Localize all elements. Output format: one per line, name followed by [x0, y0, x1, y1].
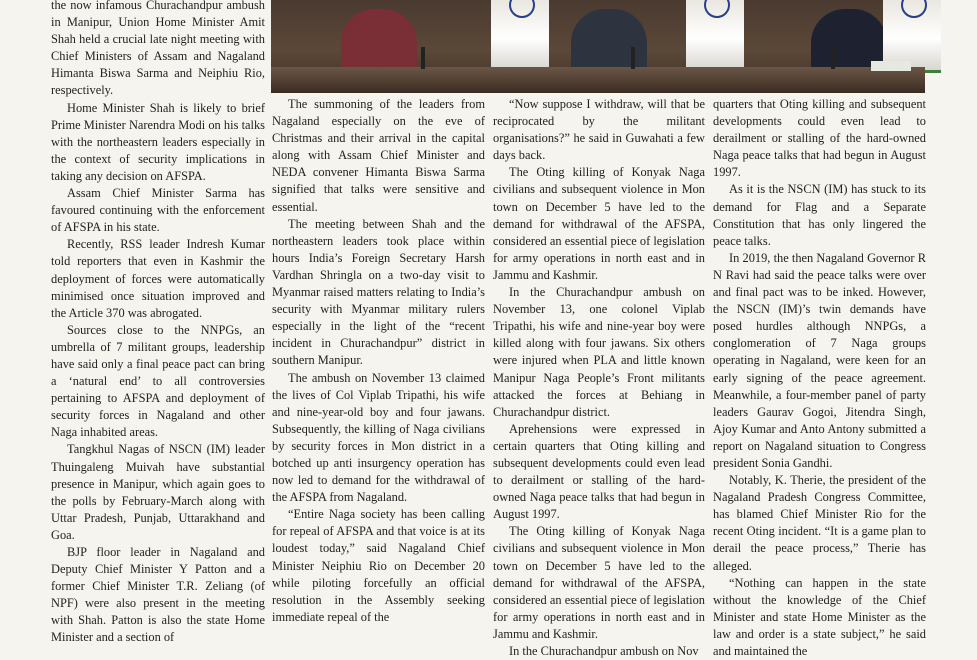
article-column-3: [493, 96, 705, 658]
flag-icon: [491, 0, 549, 73]
person-figure: [571, 9, 647, 71]
paragraph: As it is the NSCN (IM) has stuck to its demand for Flag and a Separate Constitution that has only lingered the peace talks.: [713, 182, 926, 248]
paragraph: In the Churachandpur ambush on Nov: [509, 644, 699, 658]
microphone-icon: [631, 47, 635, 69]
papers: [871, 61, 911, 71]
microphone-icon: [421, 47, 425, 69]
paragraph: The Oting killing of Konyak Naga civilians and subsequent violence in Mon town on December 5 have led to the demand for withdrawal of the AFSPA, considered an essential piece of legislation for army operations in north east and in Jammu and Kashmir.: [493, 165, 705, 282]
paragraph: The meeting between Shah and the northeastern leaders took place within hours India’s Foreign Secretary Harsh Vardhan Shringla on a two-day visit to Myanmar raised matters relating to India’s security with Myanmar military rulers especially in the light of the “recent incident in Churachandpur” district in southern Manipur.: [272, 216, 485, 368]
flag-icon: [686, 0, 744, 73]
conference-table: [271, 67, 925, 93]
article-column-2: [272, 96, 485, 624]
paragraph: “Entire Naga society has been calling for repeal of AFSPA and that voice is at its loudest today,” said Nagaland Chief Minister Neiphiu Rio on December 20 while piloting forcefully an official resolution in the Assembly seeking immediate repeal of the: [272, 507, 485, 624]
person-figure: [341, 9, 417, 71]
paragraph: Sources close to the NNPGs, an umbrella of 7 militant groups, leadership have said only a final peace pact can bring a ‘natural end’ to all controversies pertaining to AFSPA and deployment of security forces in Nagaland and other Naga inhabited areas.: [51, 322, 265, 440]
paragraph: “Nothing can happen in the state without the knowledge of the Chief Minister and state Home Minister as the law and order is a state subject,” he said and maintained the: [713, 575, 926, 658]
paragraph: In 2019, the then Nagaland Governor R N Ravi had said the peace talks were over and final pact was to be inked. However, the NSCN (IM)’s twin demands have posed hurdles although NNPGs, a conglomeration of 7 Naga groups operating in Nagaland, were keen for an early signing of the peace agreement. Meanwhile, a four-member panel of party leaders Gaurav Gogoi, Jitendra Singh, Ajoy Kumar and Anto Antony submitted a report on Nagaland situation to Congress president Sonia Gandhi.: [713, 250, 926, 470]
paragraph: BJP floor leader in Nagaland and Deputy Chief Minister Y Patton and a former Chief Minister T.R. Zeliang (of NPF) were also present in the meeting with Shah. Patton is also the state Home Minister and a section of: [51, 545, 265, 645]
paragraph: quarters that Oting killing and subsequent developments could even lead to derailment or stalling of the hard-owned Naga peace talks that had begun in August 1997.: [713, 97, 926, 180]
article-column-1: [51, 0, 265, 645]
paragraph: The Oting killing of Konyak Naga civilians and subsequent violence in Mon town on December 5 have led to the demand for withdrawal of the AFSPA, considered an essential piece of legislation for army operations in north east and in Jammu and Kashmir.: [493, 524, 705, 641]
article-column-4: [713, 96, 926, 658]
paragraph: The ambush on November 13 claimed the lives of Col Viplab Tripathi, his wife and nine-year-old boy and four jawans. Subsequently, the killing of Naga civilians by security forces in Mon district in a botched up anti insurgency operation has now led to demand for the withdrawal of the AFSPA from Nagaland.: [272, 370, 485, 505]
paragraph: Recently, RSS leader Indresh Kumar told reporters that even in Kashmir the deployment of forces were automatically minimised once situation improved and the Article 370 was abrogated.: [51, 237, 265, 320]
meeting-photo: [271, 0, 925, 93]
microphone-icon: [831, 47, 835, 69]
paragraph: Tangkhul Nagas of NSCN (IM) leader Thuingaleng Muivah have substantial presence in Manipur, which again goes to the polls by February-March along with Uttar Pradesh, Punjab, Uttarakhand and Goa.: [51, 442, 265, 542]
paragraph: Assam Chief Minister Sarma has favoured continuing with the enforcement of AFSPA in his state.: [51, 186, 265, 235]
paragraph: Home Minister Shah is likely to brief Prime Minister Narendra Modi on his talks with the northeastern leaders especially in the context of security implications in taking any decision on AFSPA.: [51, 100, 265, 183]
paragraph: Aprehensions were expressed in certain quarters that Oting killing and subsequent developments could even lead to derailment or stalling of the hard-owned Naga peace talks that had begun in August 1997.: [493, 421, 705, 522]
paragraph: In the Churachandpur ambush on November 13, one colonel Viplab Tripathi, his wife and nine-year boy were killed along with four jawans. Six others were injured when PLA and little known Manipur Naga People’s Front militants attacked the forces at Behiang in Churachandpur district.: [493, 285, 705, 419]
paragraph: the now infamous Churachandpur ambush in Manipur, Union Home Minister Amit Shah held a crucial late night meeting with Chief Ministers of Assam and Nagaland Himanta Biswa Sarma and Neiphiu Rio, respectively.: [51, 0, 265, 98]
paragraph: The summoning of the leaders from Nagaland especially on the eve of Christmas and their arrival in the capital along with Assam Chief Minister and NEDA convener Himanta Biswa Sarma signified that talks were sensitive and essential.: [272, 97, 485, 214]
paragraph: “Now suppose I withdraw, will that be reciprocated by the militant organisations?” he said in Guwahati a few days back.: [493, 97, 705, 163]
paragraph: Notably, K. Therie, the president of the Nagaland Pradesh Congress Committee, has blamed Chief Minister Rio for the recent Oting incident. “It is a game plan to derail the peace process,” Therie has alleged.: [713, 473, 926, 573]
